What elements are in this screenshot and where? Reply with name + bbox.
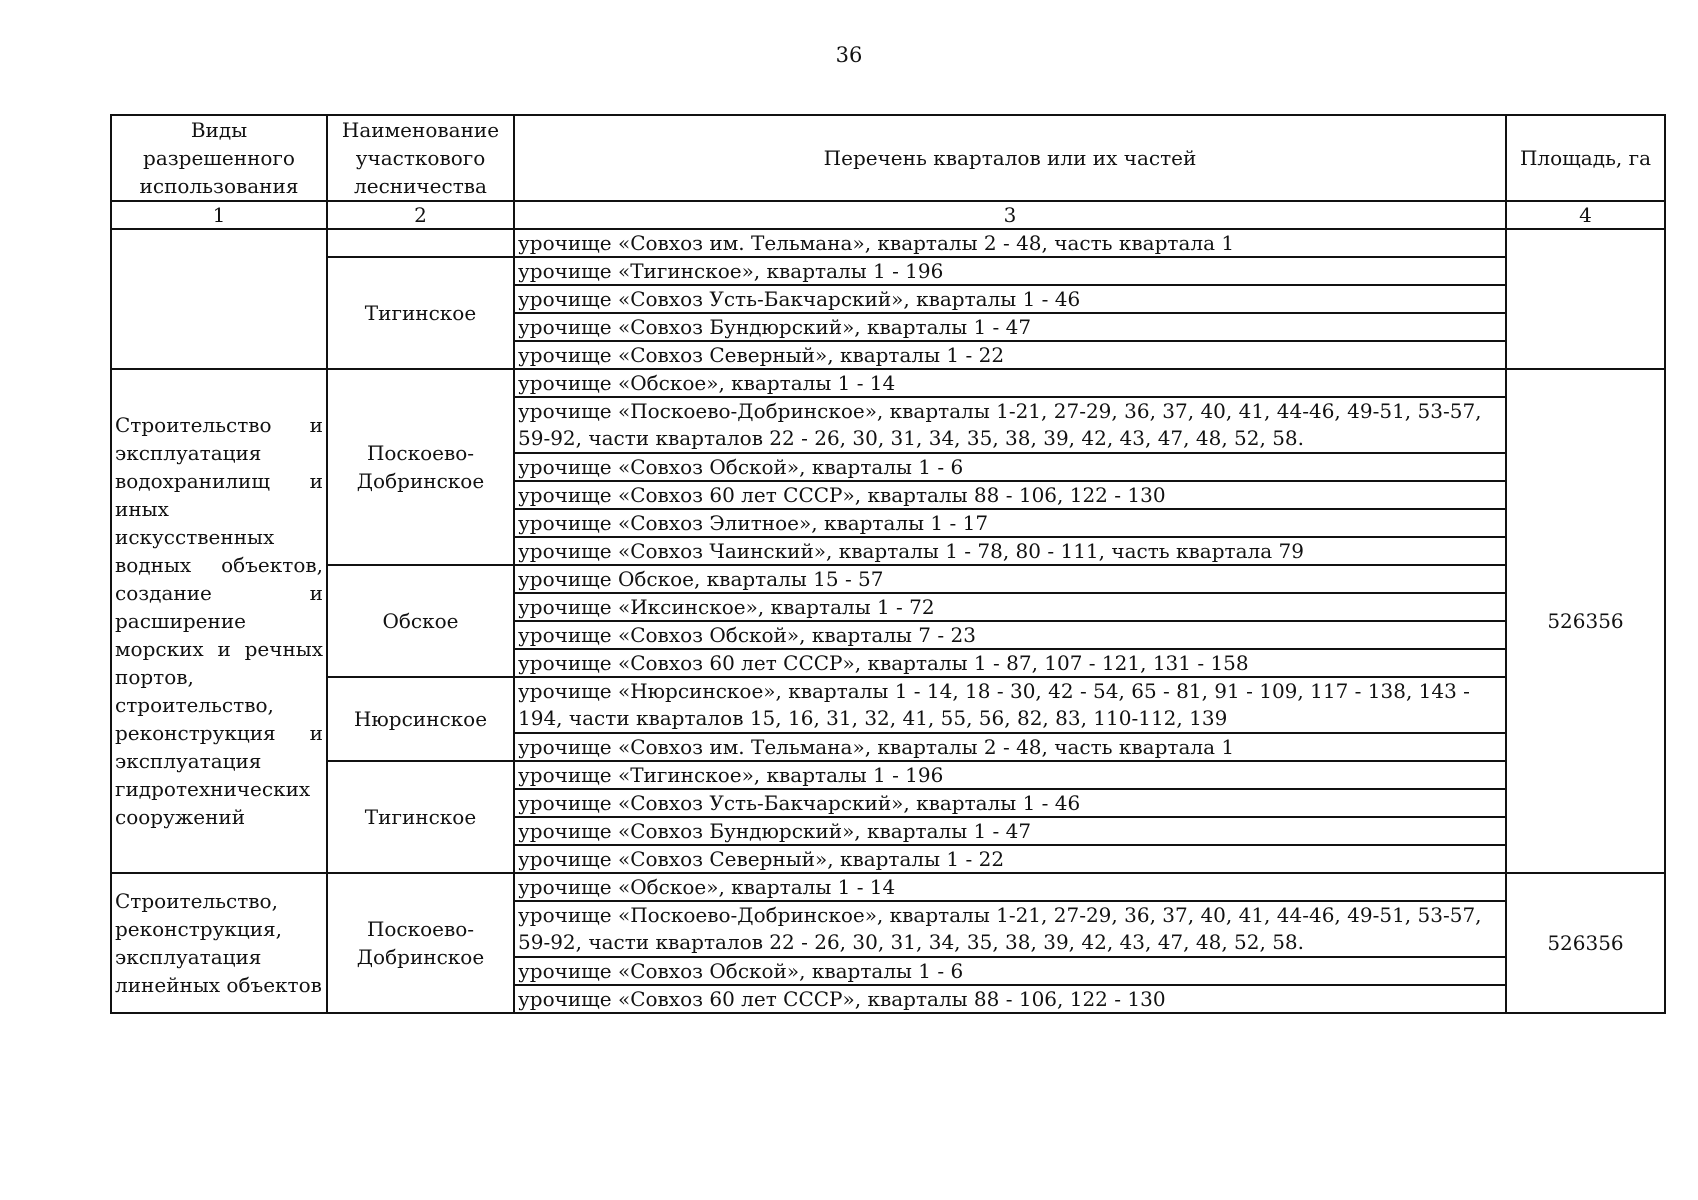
table-row bbox=[111, 257, 1665, 285]
forestry-name-cell: Поскоево-Добринское bbox=[327, 873, 514, 1013]
forestry-name-cell bbox=[327, 229, 514, 257]
table-row bbox=[111, 229, 1665, 257]
quarters-cell: урочище «Совхоз им. Тельмана», кварталы 2 - 48, часть квартала 1 bbox=[514, 733, 1506, 761]
quarters-cell: урочище «Совхоз Обской», кварталы 7 - 23 bbox=[514, 621, 1506, 649]
area-cell: 526356 bbox=[1506, 369, 1665, 873]
quarters-cell: урочище «Нюрсинское», кварталы 1 - 14, 18 - 30, 42 - 54, 65 - 81, 91 - 109, 117 - 138, 143 - 194, части кварталов 15, 16, 31, 32, 41, 55, 56, 82, 83, 110-112, 139 bbox=[514, 677, 1506, 733]
quarters-cell: урочище «Поскоево-Добринское», кварталы 1-21, 27-29, 36, 37, 40, 41, 44-46, 49-51, 53-57, 59-92, части кварталов 22 - 26, 30, 31, 34, 35, 38, 39, 42, 43, 47, 48, 52, 58. bbox=[514, 397, 1506, 453]
quarters-cell: урочище «Совхоз 60 лет СССР», кварталы 1 - 87, 107 - 121, 131 - 158 bbox=[514, 649, 1506, 677]
forestry-name-cell: Тигинское bbox=[327, 257, 514, 369]
quarters-cell: урочище «Совхоз Элитное», кварталы 1 - 17 bbox=[514, 509, 1506, 537]
column-number: 3 bbox=[514, 201, 1506, 229]
use-kind-cell: Строительство, реконструкция, эксплуатация линейных объектов bbox=[111, 873, 327, 1013]
quarters-cell: урочище «Тигинское», кварталы 1 - 196 bbox=[514, 257, 1506, 285]
quarters-cell: урочище «Совхоз Усть-Бакчарский», кварталы 1 - 46 bbox=[514, 285, 1506, 313]
quarters-cell: урочище Обское, кварталы 15 - 57 bbox=[514, 565, 1506, 593]
forestry-name-cell: Обское bbox=[327, 565, 514, 677]
column-number-row bbox=[111, 201, 1665, 229]
quarters-cell: урочище «Совхоз 60 лет СССР», кварталы 88 - 106, 122 - 130 bbox=[514, 985, 1506, 1013]
header-use-kind: Виды разрешенного использования bbox=[111, 115, 327, 201]
forest-use-table bbox=[110, 114, 1666, 1014]
forestry-name-cell: Тигинское bbox=[327, 761, 514, 873]
area-cell: 526356 bbox=[1506, 873, 1665, 1013]
quarters-cell: урочище «Совхоз Бундюрский», кварталы 1 - 47 bbox=[514, 817, 1506, 845]
quarters-cell: урочище «Совхоз Северный», кварталы 1 - 22 bbox=[514, 845, 1506, 873]
forestry-name-cell: Поскоево-Добринское bbox=[327, 369, 514, 565]
quarters-cell: урочище «Совхоз Обской», кварталы 1 - 6 bbox=[514, 957, 1506, 985]
header-forestry-name: Наименование участкового лесничества bbox=[327, 115, 514, 201]
quarters-cell: урочище «Совхоз Северный», кварталы 1 - 22 bbox=[514, 341, 1506, 369]
table-row bbox=[111, 873, 1665, 901]
quarters-cell: урочище «Совхоз 60 лет СССР», кварталы 88 - 106, 122 - 130 bbox=[514, 481, 1506, 509]
area-cell bbox=[1506, 229, 1665, 369]
quarters-cell: урочище «Совхоз им. Тельмана», кварталы 2 - 48, часть квартала 1 bbox=[514, 229, 1506, 257]
quarters-cell: урочище «Поскоево-Добринское», кварталы 1-21, 27-29, 36, 37, 40, 41, 44-46, 49-51, 53-57, 59-92, части кварталов 22 - 26, 30, 31, 34, 35, 38, 39, 42, 43, 47, 48, 52, 58. bbox=[514, 901, 1506, 957]
use-kind-cell bbox=[111, 229, 327, 369]
quarters-cell: урочище «Совхоз Обской», кварталы 1 - 6 bbox=[514, 453, 1506, 481]
table-row bbox=[111, 761, 1665, 789]
quarters-cell: урочище «Обское», кварталы 1 - 14 bbox=[514, 873, 1506, 901]
table-row bbox=[111, 677, 1665, 733]
table-row bbox=[111, 369, 1665, 397]
header-quarters-list: Перечень кварталов или их частей bbox=[514, 115, 1506, 201]
forestry-name-cell: Нюрсинское bbox=[327, 677, 514, 761]
column-number: 4 bbox=[1506, 201, 1665, 229]
header-row bbox=[111, 115, 1665, 201]
column-number: 1 bbox=[111, 201, 327, 229]
header-area: Площадь, га bbox=[1506, 115, 1665, 201]
column-number: 2 bbox=[327, 201, 514, 229]
page-number: 36 bbox=[835, 43, 863, 67]
quarters-cell: урочище «Совхоз Усть-Бакчарский», кварталы 1 - 46 bbox=[514, 789, 1506, 817]
quarters-cell: урочище «Совхоз Чаинский», кварталы 1 - 78, 80 - 111, часть квартала 79 bbox=[514, 537, 1506, 565]
quarters-cell: урочище «Обское», кварталы 1 - 14 bbox=[514, 369, 1506, 397]
use-kind-cell: Строительство и эксплуатация водохранилищ и иных искусственных водных объектов, создание и расширение морских и речных портов, строительство, реконструкция и эксплуатация гидротехнических сооружений bbox=[111, 369, 327, 873]
quarters-cell: урочище «Иксинское», кварталы 1 - 72 bbox=[514, 593, 1506, 621]
table-row bbox=[111, 565, 1665, 593]
quarters-cell: урочище «Совхоз Бундюрский», кварталы 1 - 47 bbox=[514, 313, 1506, 341]
quarters-cell: урочище «Тигинское», кварталы 1 - 196 bbox=[514, 761, 1506, 789]
